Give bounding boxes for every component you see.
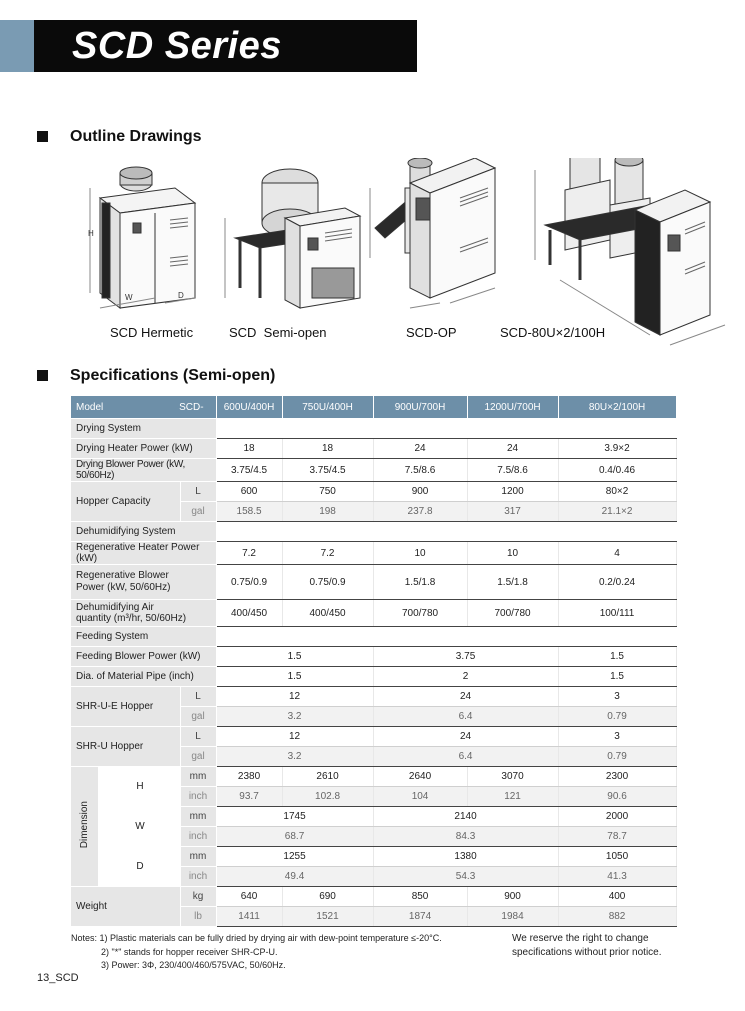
table-row: W mm 1745 2140 2000: [71, 807, 676, 827]
dim-letter-d: D: [178, 291, 184, 300]
note-3: 3) Power: 3Φ, 230/400/460/575VAC, 50/60Hz.: [101, 960, 286, 970]
row-label: Hopper Capacity: [71, 482, 180, 522]
page-number: 13_SCD: [37, 972, 79, 984]
table-row: Dimension H mm 2380 2610 2640 3070 2300: [71, 767, 676, 787]
model-label: Model: [76, 401, 104, 413]
row-label: Feeding Blower Power (kW): [71, 647, 216, 667]
note-2: 2) "*" stands for hopper receiver SHR-CP-U.: [101, 946, 278, 957]
group-feeding-system: Feeding System: [71, 627, 216, 647]
col-header: 600U/400H: [216, 396, 282, 419]
table-row: [71, 627, 676, 647]
table-row: gal 3.2 6.4 0.79: [71, 707, 676, 727]
dimension-label: Dimension: [71, 767, 98, 887]
dim-d-label: D: [98, 847, 180, 887]
caption-scd-op: SCD-OP: [406, 325, 457, 340]
table-row: [71, 419, 676, 439]
note-1: Notes: 1) Plastic materials can be fully dried by drying air with dew-point temperature ≤-20°C.: [71, 933, 442, 943]
table-row: Hopper Capacity L 600 750 900 1200 80×2: [71, 482, 676, 502]
table-header: [71, 396, 676, 419]
table-row: SHR-U-E Hopper L 12 24 3: [71, 687, 676, 707]
disclaimer: We reserve the right to change specifications without prior notice.: [512, 933, 662, 958]
col-header: 750U/400H: [282, 396, 373, 419]
row-label: Drying Heater Power (kW): [71, 439, 216, 459]
col-header: 1200U/700H: [467, 396, 558, 419]
row-label: Weight: [71, 887, 180, 927]
col-header: 80U×2/100H: [558, 396, 676, 419]
page-title: SCD Series: [72, 25, 282, 67]
header-accent: [0, 20, 34, 72]
spec-table: [71, 396, 677, 927]
row-label: SHR-U-E Hopper: [71, 687, 180, 727]
row-label: Drying Blower Power (kW, 50/60Hz): [71, 459, 216, 482]
table-row: Weight kg 640 690 850 900 400: [71, 887, 676, 907]
row-label: Regenerative Heater Power (kW): [71, 542, 216, 565]
caption-scd-semi-open: SCD Semi-open: [229, 325, 327, 340]
table-row: Regenerative Heater Power (kW) 7.2 7.2 10 10 4: [71, 542, 676, 565]
table-row: Drying Heater Power (kW) 18 18 24 24 3.9×2: [71, 439, 676, 459]
caption-scd-hermetic: SCD Hermetic: [110, 325, 194, 340]
drawing-scd-80u: [535, 158, 725, 345]
outline-drawings: [80, 158, 740, 353]
drawing-scd-semi-open: [225, 169, 360, 308]
drawing-scd-hermetic: [90, 167, 195, 308]
table-row: Feeding Blower Power (kW) 1.5 3.75 1.5: [71, 647, 676, 667]
model-header: [71, 396, 216, 419]
section-bullet: [37, 370, 48, 381]
outline-title: Outline Drawings: [70, 128, 202, 145]
row-label: Dia. of Material Pipe (inch): [71, 667, 216, 687]
row-label: Regenerative Blower Power (kW, 50/60Hz): [71, 565, 216, 600]
group-drying-system: Drying System: [71, 419, 216, 439]
table-row: lb 1411 1521 1874 1984 882: [71, 907, 676, 927]
table-row: Dia. of Material Pipe (inch) 1.5 2 1.5: [71, 667, 676, 687]
row-label: SHR-U Hopper: [71, 727, 180, 767]
dim-h-label: H: [98, 767, 180, 807]
model-prefix: SCD-: [179, 401, 204, 413]
table-row: inch 93.7 102.8 104 121 90.6: [71, 787, 676, 807]
spec-title: Specifications (Semi-open): [70, 367, 276, 384]
caption-scd-80u: SCD-80U×2/100H: [500, 325, 606, 340]
table-row: gal 3.2 6.4 0.79: [71, 747, 676, 767]
section-bullet: [37, 131, 48, 142]
table-row: inch 49.4 54.3 41.3: [71, 867, 676, 887]
group-dehumidifying-system: Dehumidifying System: [71, 522, 216, 542]
drawing-scd-op: [370, 158, 495, 308]
table-row: inch 68.7 84.3 78.7: [71, 827, 676, 847]
row-label: Dehumidifying Air quantity (m³/hr, 50/60Hz): [71, 600, 216, 627]
table-row: Regenerative Blower Power (kW, 50/60Hz) 0.75/0.9 0.75/0.9 1.5/1.8 1.5/1.8 0.2/0.24: [71, 565, 676, 600]
dim-w-label: W: [98, 807, 180, 847]
dim-letter-w: W: [125, 293, 133, 302]
table-row: Dehumidifying Air quantity (m³/hr, 50/60Hz) 400/450 400/450 700/780 700/780 100/111: [71, 600, 676, 627]
table-row: gal 158.5 198 237.8 317 21.1×2: [71, 502, 676, 522]
table-row: [71, 522, 676, 542]
dim-letter-h: H: [88, 229, 94, 238]
col-header: 900U/700H: [373, 396, 467, 419]
notes: [71, 932, 442, 973]
table-row: SHR-U Hopper L 12 24 3: [71, 727, 676, 747]
table-row: D mm 1255 1380 1050: [71, 847, 676, 867]
table-row: Drying Blower Power (kW, 50/60Hz) 3.75/4.5 3.75/4.5 7.5/8.6 7.5/8.6 0.4/0.46: [71, 459, 676, 482]
